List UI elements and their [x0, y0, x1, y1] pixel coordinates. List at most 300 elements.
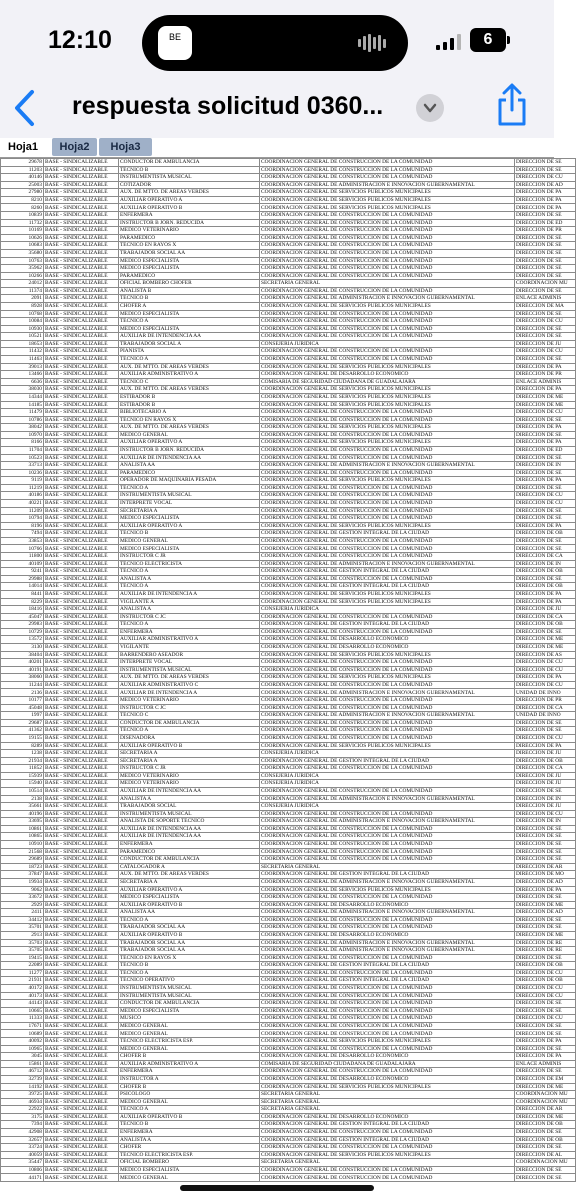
- table-cell[interactable]: BASE - SINDICALIZABLE: [44, 681, 119, 689]
- table-cell[interactable]: COMISARIA DE SEGURIDAD CIUDADANA DE GUADALAJARA: [260, 1060, 515, 1068]
- table-cell[interactable]: BASE - SINDICALIZABLE: [44, 750, 119, 758]
- table-cell[interactable]: 15861: [1, 1060, 44, 1068]
- table-cell[interactable]: DISENADORA: [119, 734, 260, 742]
- table-cell[interactable]: COORDINACION GENERAL DE SERVICIOS PUBLICOS MUNICIPALES: [260, 363, 515, 371]
- table-cell[interactable]: MEDICO VETERINARIO: [119, 227, 260, 235]
- table-cell[interactable]: TRABAJADOR SOCIAL AA: [119, 947, 260, 955]
- table-cell[interactable]: 10084: [1, 318, 44, 326]
- table-cell[interactable]: ENFERMERA: [119, 1129, 260, 1137]
- table-cell[interactable]: DIRECCION DE CA: [515, 765, 576, 773]
- table-cell[interactable]: UNIDAD DE INNO: [515, 689, 576, 697]
- table-cell[interactable]: COORDINACION GENERAL DE CONSTRUCCION DE LA COMUNIDAD: [260, 1068, 515, 1076]
- table-cell[interactable]: 15939: [1, 772, 44, 780]
- table-cell[interactable]: BASE - SINDICALIZABLE: [44, 333, 119, 341]
- table-cell[interactable]: DIRECCION DE SE: [515, 356, 576, 364]
- table-cell[interactable]: BASE - SINDICALIZABLE: [44, 583, 119, 591]
- document-title[interactable]: respuesta solicitud 0360...: [72, 92, 384, 120]
- table-cell[interactable]: COORDINACION GENERAL DE SERVICIOS PUBLICOS MUNICIPALES: [260, 393, 515, 401]
- table-cell[interactable]: 3175: [1, 1113, 44, 1121]
- table-cell[interactable]: COORDINACION GENERAL DE CONSTRUCCION DE LA COMUNIDAD: [260, 537, 515, 545]
- table-cell[interactable]: COMISARIA DE SEGURIDAD CIUDADANA DE GUADALAJARA: [260, 378, 515, 386]
- table-cell[interactable]: MEDICO VETERINARIO: [119, 697, 260, 705]
- table-cell[interactable]: COORDINACION MU: [515, 1098, 576, 1106]
- table-cell[interactable]: COORDINACION GENERAL DE CONSTRUCCION DE LA COMUNIDAD: [260, 681, 515, 689]
- table-cell[interactable]: DIRECCION DE PA: [515, 424, 576, 432]
- table-cell[interactable]: 8260: [1, 204, 44, 212]
- table-cell[interactable]: DIRECCION DE SE: [515, 454, 576, 462]
- table-cell[interactable]: 14014: [1, 583, 44, 591]
- table-cell[interactable]: DIRECCION DE SE: [515, 916, 576, 924]
- table-cell[interactable]: 11479: [1, 409, 44, 417]
- table-cell[interactable]: BASE - SINDICALIZABLE: [44, 651, 119, 659]
- table-cell[interactable]: 6636: [1, 378, 44, 386]
- table-cell[interactable]: 10665: [1, 1007, 44, 1015]
- table-cell[interactable]: TECNICO A: [119, 356, 260, 364]
- table-cell[interactable]: COORDINACION GENERAL DE CONSTRUCCION DE LA COMUNIDAD: [260, 1007, 515, 1015]
- table-cell[interactable]: COORDINACION GENERAL DE SERVICIOS PUBLICOS MUNICIPALES: [260, 386, 515, 394]
- table-cell[interactable]: BASE - SINDICALIZABLE: [44, 886, 119, 894]
- table-cell[interactable]: 10683: [1, 242, 44, 250]
- table-cell[interactable]: 2913: [1, 931, 44, 939]
- table-cell[interactable]: BASE - SINDICALIZABLE: [44, 1015, 119, 1023]
- table-cell[interactable]: 37847: [1, 871, 44, 879]
- table-cell[interactable]: BASE - SINDICALIZABLE: [44, 424, 119, 432]
- table-cell[interactable]: 40092: [1, 1038, 44, 1046]
- table-cell[interactable]: DIRECCION DE IN: [515, 795, 576, 803]
- table-cell[interactable]: BASE - SINDICALIZABLE: [44, 939, 119, 947]
- table-cell[interactable]: DIRECCION DE CU: [515, 348, 576, 356]
- table-cell[interactable]: DIRECCION DE PA: [515, 598, 576, 606]
- table-cell[interactable]: BASE - SINDICALIZABLE: [44, 257, 119, 265]
- table-cell[interactable]: COORDINACION GENERAL DE CONSTRUCCION DE LA COMUNIDAD: [260, 954, 515, 962]
- table-cell[interactable]: VIGILANTE: [119, 644, 260, 652]
- table-cell[interactable]: BASE - SINDICALIZABLE: [44, 916, 119, 924]
- table-cell[interactable]: DIRECCION DE SE: [515, 719, 576, 727]
- table-cell[interactable]: COORDINACION GENERAL DE GESTION INTEGRAL DE LA CIUDAD: [260, 530, 515, 538]
- table-cell[interactable]: 40173: [1, 992, 44, 1000]
- table-cell[interactable]: DIRECCION DE SE: [515, 469, 576, 477]
- table-cell[interactable]: BASE - SINDICALIZABLE: [44, 833, 119, 841]
- table-cell[interactable]: COORDINACION GENERAL DE CONSTRUCCION DE LA COMUNIDAD: [260, 697, 515, 705]
- table-cell[interactable]: COORDINACION GENERAL DE CONSTRUCCION DE LA COMUNIDAD: [260, 704, 515, 712]
- table-cell[interactable]: BASE - SINDICALIZABLE: [44, 1075, 119, 1083]
- table-cell[interactable]: COORDINACION GENERAL DE SERVICIOS PUBLICOS MUNICIPALES: [260, 401, 515, 409]
- table-cell[interactable]: COORDINACION GENERAL DE ADMINISTRACION E INNOVACION GUBERNAMENTAL: [260, 712, 515, 720]
- table-cell[interactable]: DIRECCION DE CU: [515, 409, 576, 417]
- table-cell[interactable]: DIRECCION DE SE: [515, 287, 576, 295]
- table-cell[interactable]: TRABAJADOR SOCIAL: [119, 803, 260, 811]
- table-cell[interactable]: DIRECCION DE AS: [515, 651, 576, 659]
- table-cell[interactable]: 25003: [1, 181, 44, 189]
- table-cell[interactable]: COORDINACION MU: [515, 1091, 576, 1099]
- table-cell[interactable]: 10521: [1, 333, 44, 341]
- table-cell[interactable]: BASE - SINDICALIZABLE: [44, 613, 119, 621]
- table-cell[interactable]: BASE - SINDICALIZABLE: [44, 500, 119, 508]
- table-cell[interactable]: COORDINACION GENERAL DE CONSTRUCCION DE LA COMUNIDAD: [260, 1166, 515, 1174]
- table-cell[interactable]: DIRECCION DE SE: [515, 242, 576, 250]
- table-cell[interactable]: 13466: [1, 371, 44, 379]
- table-cell[interactable]: COORDINACION GENERAL DE SERVICIOS PUBLICOS MUNICIPALES: [260, 302, 515, 310]
- table-cell[interactable]: BASE - SINDICALIZABLE: [44, 704, 119, 712]
- table-cell[interactable]: CONDUCTOR DE AMBULANCIA: [119, 1000, 260, 1008]
- table-cell[interactable]: 38042: [1, 424, 44, 432]
- table-cell[interactable]: DIRECCION DE PA: [515, 477, 576, 485]
- table-cell[interactable]: BASE - SINDICALIZABLE: [44, 242, 119, 250]
- table-cell[interactable]: MEDICO ESPECIALISTA: [119, 265, 260, 273]
- table-cell[interactable]: TECNICO A: [119, 969, 260, 977]
- table-cell[interactable]: MEDICO VETERINARIO: [119, 780, 260, 788]
- table-cell[interactable]: COORDINACION GENERAL DE CONSTRUCCION DE LA COMUNIDAD: [260, 416, 515, 424]
- table-cell[interactable]: DIRECCION DE CU: [515, 969, 576, 977]
- table-cell[interactable]: DIRECCION DE SE: [515, 1068, 576, 1076]
- table-cell[interactable]: 11333: [1, 1015, 44, 1023]
- table-cell[interactable]: MEDICO GENERAL: [119, 1022, 260, 1030]
- table-cell[interactable]: DIRECCION DE JU: [515, 803, 576, 811]
- table-cell[interactable]: 10786: [1, 416, 44, 424]
- table-cell[interactable]: 2929: [1, 901, 44, 909]
- table-cell[interactable]: BASE - SINDICALIZABLE: [44, 416, 119, 424]
- table-cell[interactable]: 33853: [1, 537, 44, 545]
- table-cell[interactable]: COORDINACION GENERAL DE CONSTRUCCION DE LA COMUNIDAD: [260, 310, 515, 318]
- table-cell[interactable]: BASE - SINDICALIZABLE: [44, 1060, 119, 1068]
- table-cell[interactable]: COORDINACION GENERAL DE CONSTRUCCION DE LA COMUNIDAD: [260, 787, 515, 795]
- table-cell[interactable]: 21568: [1, 848, 44, 856]
- table-cell[interactable]: BASE - SINDICALIZABLE: [44, 992, 119, 1000]
- table-cell[interactable]: 22089: [1, 962, 44, 970]
- table-cell[interactable]: DIRECCION DE SE: [515, 1129, 576, 1137]
- table-cell[interactable]: AUXILIAR DE INTENDENCIA AA: [119, 787, 260, 795]
- table-cell[interactable]: BASE - SINDICALIZABLE: [44, 1007, 119, 1015]
- table-cell[interactable]: DIRECCION DE SE: [515, 515, 576, 523]
- table-cell[interactable]: 29988: [1, 575, 44, 583]
- table-cell[interactable]: 8196: [1, 522, 44, 530]
- table-cell[interactable]: COORDINACION GENERAL DE SERVICIOS PUBLICOS MUNICIPALES: [260, 742, 515, 750]
- table-cell[interactable]: DIRECCION DE ME: [515, 1113, 576, 1121]
- table-cell[interactable]: DIRECCION DE ED: [515, 219, 576, 227]
- table-cell[interactable]: COORDINACION GENERAL DE CONSTRUCCION DE LA COMUNIDAD: [260, 856, 515, 864]
- table-cell[interactable]: 11277: [1, 969, 44, 977]
- table-cell[interactable]: ESTIBADOR B: [119, 393, 260, 401]
- table-cell[interactable]: PIANISTA: [119, 348, 260, 356]
- table-cell[interactable]: BASE - SINDICALIZABLE: [44, 166, 119, 174]
- table-cell[interactable]: 10763: [1, 257, 44, 265]
- table-cell[interactable]: 11374: [1, 287, 44, 295]
- table-cell[interactable]: 9062: [1, 886, 44, 894]
- table-cell[interactable]: BASE - SINDICALIZABLE: [44, 409, 119, 417]
- table-cell[interactable]: 11852: [1, 765, 44, 773]
- table-cell[interactable]: BASE - SINDICALIZABLE: [44, 363, 119, 371]
- table-cell[interactable]: BASE - SINDICALIZABLE: [44, 810, 119, 818]
- table-cell[interactable]: DIRECCION DE PA: [515, 1038, 576, 1046]
- table-cell[interactable]: MEDICO GENERAL: [119, 1098, 260, 1106]
- table-cell[interactable]: DIRECCION DE PA: [515, 886, 576, 894]
- table-cell[interactable]: 40109: [1, 560, 44, 568]
- table-cell[interactable]: BASE - SINDICALIZABLE: [44, 598, 119, 606]
- table-cell[interactable]: COORDINACION GENERAL DE GESTION INTEGRAL DE LA CIUDAD: [260, 977, 515, 985]
- table-cell[interactable]: MEDICO GENERAL: [119, 1174, 260, 1182]
- table-cell[interactable]: COTIZADOR: [119, 181, 260, 189]
- table-cell[interactable]: TECNICO A: [119, 318, 260, 326]
- table-cell[interactable]: 40172: [1, 985, 44, 993]
- table-cell[interactable]: DIRECCION DE SE: [515, 924, 576, 932]
- table-cell[interactable]: DIRECCION DE CU: [515, 734, 576, 742]
- table-cell[interactable]: COORDINACION GENERAL DE CONSTRUCCION DE LA COMUNIDAD: [260, 894, 515, 902]
- table-cell[interactable]: DIRECCION DE MO: [515, 871, 576, 879]
- table-cell[interactable]: INSTRUMENTISTA MUSICAL: [119, 992, 260, 1000]
- table-cell[interactable]: 10930: [1, 325, 44, 333]
- table-cell[interactable]: PARAMEDICO: [119, 848, 260, 856]
- table-cell[interactable]: BASE - SINDICALIZABLE: [44, 606, 119, 614]
- table-cell[interactable]: BASE - SINDICALIZABLE: [44, 568, 119, 576]
- table-cell[interactable]: BASE - SINDICALIZABLE: [44, 522, 119, 530]
- table-cell[interactable]: CHOFER B: [119, 1083, 260, 1091]
- table-cell[interactable]: DIRECCION DE SE: [515, 1007, 576, 1015]
- table-cell[interactable]: COORDINACION GENERAL DE DESARROLLO ECONOMICO: [260, 644, 515, 652]
- table-cell[interactable]: BASE - SINDICALIZABLE: [44, 378, 119, 386]
- table-cell[interactable]: BASE - SINDICALIZABLE: [44, 462, 119, 470]
- table-cell[interactable]: COORDINACION GENERAL DE CONSTRUCCION DE LA COMUNIDAD: [260, 992, 515, 1000]
- table-cell[interactable]: TECNICO EN RAYOS X: [119, 416, 260, 424]
- table-cell[interactable]: ENLACE ADMINIS: [515, 1060, 576, 1068]
- table-cell[interactable]: DIRECCION DE OB: [515, 530, 576, 538]
- table-cell[interactable]: MEDICO GENERAL: [119, 537, 260, 545]
- table-cell[interactable]: COORDINACION GENERAL DE ADMINISTRACION E INNOVACION GUBERNAMENTAL: [260, 560, 515, 568]
- table-cell[interactable]: COORDINACION GENERAL DE DESARROLLO ECONOMICO: [260, 636, 515, 644]
- table-cell[interactable]: DIRECCION DE ME: [515, 901, 576, 909]
- table-cell[interactable]: 33713: [1, 462, 44, 470]
- table-cell[interactable]: 42908: [1, 1129, 44, 1137]
- table-cell[interactable]: ENFERMERA: [119, 1068, 260, 1076]
- table-cell[interactable]: 10839: [1, 212, 44, 220]
- table-cell[interactable]: MEDICO GENERAL: [119, 1045, 260, 1053]
- table-cell[interactable]: DIRECCION DE IN: [515, 560, 576, 568]
- table-cell[interactable]: AUXILIAR OPERATIVO A: [119, 439, 260, 447]
- table-cell[interactable]: COORDINACION GENERAL DE GESTION INTEGRAL DE LA CIUDAD: [260, 621, 515, 629]
- table-cell[interactable]: AUXILIAR DE INTENDENCIA A: [119, 590, 260, 598]
- table-cell[interactable]: BASE - SINDICALIZABLE: [44, 765, 119, 773]
- table-cell[interactable]: 1997: [1, 712, 44, 720]
- table-cell[interactable]: 8210: [1, 196, 44, 204]
- table-cell[interactable]: BASE - SINDICALIZABLE: [44, 818, 119, 826]
- table-cell[interactable]: DIRECCION DE OB: [515, 977, 576, 985]
- table-cell[interactable]: COORDINACION GENERAL DE CONSTRUCCION DE LA COMUNIDAD: [260, 318, 515, 326]
- table-cell[interactable]: AUXILIAR OPERATIVO B: [119, 901, 260, 909]
- table-cell[interactable]: TECNICO EN RAYOS X: [119, 242, 260, 250]
- table-cell[interactable]: DIRECCION DE RE: [515, 947, 576, 955]
- table-cell[interactable]: 8229: [1, 598, 44, 606]
- table-cell[interactable]: 10729: [1, 628, 44, 636]
- table-cell[interactable]: AUXILIAR DE INTENDENCIA A: [119, 689, 260, 697]
- table-cell[interactable]: DIRECCION DE OB: [515, 1121, 576, 1129]
- table-cell[interactable]: COORDINACION GENERAL DE CONSTRUCCION DE LA COMUNIDAD: [260, 553, 515, 561]
- table-cell[interactable]: DIRECCION DE PR: [515, 697, 576, 705]
- table-cell[interactable]: 38030: [1, 386, 44, 394]
- table-cell[interactable]: TECNICO EN RAYOS X: [119, 954, 260, 962]
- table-cell[interactable]: OPERADOR DE MAQUINARIA PESADA: [119, 477, 260, 485]
- table-cell[interactable]: COORDINACION GENERAL DE SERVICIOS PUBLICOS MUNICIPALES: [260, 651, 515, 659]
- table-cell[interactable]: INSTRUCTOR A: [119, 1075, 260, 1083]
- table-cell[interactable]: 3130: [1, 644, 44, 652]
- table-cell[interactable]: DIRECCION DE CU: [515, 1015, 576, 1023]
- table-cell[interactable]: 10177: [1, 697, 44, 705]
- table-cell[interactable]: DIRECCION DE SE: [515, 159, 576, 167]
- table-cell[interactable]: COORDINACION GENERAL DE CONSTRUCCION DE LA COMUNIDAD: [260, 1045, 515, 1053]
- table-cell[interactable]: BASE - SINDICALIZABLE: [44, 1000, 119, 1008]
- table-cell[interactable]: ENLACE ADMINIS: [515, 295, 576, 303]
- table-cell[interactable]: 29689: [1, 856, 44, 864]
- table-cell[interactable]: DIRECCION DE OB: [515, 583, 576, 591]
- table-cell[interactable]: AUXILIAR OPERATIVO B: [119, 204, 260, 212]
- table-cell[interactable]: COORDINACION GENERAL DE CONSTRUCCION DE LA COMUNIDAD: [260, 333, 515, 341]
- table-cell[interactable]: TECNICO A: [119, 727, 260, 735]
- table-cell[interactable]: SECRETARIA GENERAL: [260, 1091, 515, 1099]
- table-cell[interactable]: COORDINACION GENERAL DE CONSTRUCCION DE LA COMUNIDAD: [260, 492, 515, 500]
- table-cell[interactable]: BASE - SINDICALIZABLE: [44, 962, 119, 970]
- table-cell[interactable]: DIRECCION DE ME: [515, 393, 576, 401]
- table-cell[interactable]: DIRECCION DE CU: [515, 659, 576, 667]
- table-cell[interactable]: DIRECCION DE SE: [515, 1000, 576, 1008]
- table-cell[interactable]: BASE - SINDICALIZABLE: [44, 1045, 119, 1053]
- table-cell[interactable]: BASE - SINDICALIZABLE: [44, 894, 119, 902]
- table-cell[interactable]: AUXILIAR DE INTENDENCIA AA: [119, 833, 260, 841]
- table-cell[interactable]: BASE - SINDICALIZABLE: [44, 371, 119, 379]
- table-cell[interactable]: TRABAJADOR SOCIAL A: [119, 340, 260, 348]
- table-cell[interactable]: BASE - SINDICALIZABLE: [44, 803, 119, 811]
- table-cell[interactable]: TRABAJADOR SOCIAL AA: [119, 249, 260, 257]
- table-cell[interactable]: CONSEJERIA JURIDICA: [260, 340, 515, 348]
- table-cell[interactable]: DIRECCION DE SE: [515, 265, 576, 273]
- table-cell[interactable]: BASE - SINDICALIZABLE: [44, 1098, 119, 1106]
- table-cell[interactable]: DIRECCION DE IN: [515, 818, 576, 826]
- table-cell[interactable]: BASE - SINDICALIZABLE: [44, 727, 119, 735]
- table-cell[interactable]: BASE - SINDICALIZABLE: [44, 636, 119, 644]
- table-cell[interactable]: ANALISTA A: [119, 795, 260, 803]
- table-cell[interactable]: COORDINACION GENERAL DE DESARROLLO ECONOMICO: [260, 371, 515, 379]
- table-cell[interactable]: SECRETARIA GENERAL: [260, 1098, 515, 1106]
- table-cell[interactable]: 10514: [1, 787, 44, 795]
- table-cell[interactable]: TECNICO OPERATIVO: [119, 977, 260, 985]
- table-cell[interactable]: INTERPRETE VOCAL: [119, 500, 260, 508]
- table-cell[interactable]: DIRECCION DE SE: [515, 431, 576, 439]
- table-cell[interactable]: DIRECCION DE SE: [515, 325, 576, 333]
- table-cell[interactable]: INSTRUMENTISTA MUSICAL: [119, 666, 260, 674]
- table-cell[interactable]: DIRECCION DE PA: [515, 439, 576, 447]
- table-cell[interactable]: DIRECCION DE SE: [515, 1045, 576, 1053]
- table-cell[interactable]: DIRECCION DE SE: [515, 628, 576, 636]
- table-cell[interactable]: BASE - SINDICALIZABLE: [44, 530, 119, 538]
- table-cell[interactable]: DIRECCION DE AR: [515, 863, 576, 871]
- table-cell[interactable]: 38404: [1, 651, 44, 659]
- table-cell[interactable]: BASE - SINDICALIZABLE: [44, 780, 119, 788]
- table-cell[interactable]: DIRECCION DE PA: [515, 204, 576, 212]
- table-cell[interactable]: 11704: [1, 446, 44, 454]
- table-cell[interactable]: 2091: [1, 295, 44, 303]
- table-cell[interactable]: DIRECCION DE ME: [515, 644, 576, 652]
- table-cell[interactable]: DIRECCION DE PA: [515, 189, 576, 197]
- table-cell[interactable]: DIRECCION DE JU: [515, 340, 576, 348]
- table-cell[interactable]: DIRECCION DE AD: [515, 878, 576, 886]
- table-cell[interactable]: BASE - SINDICALIZABLE: [44, 825, 119, 833]
- table-cell[interactable]: DIRECCION DE PA: [515, 590, 576, 598]
- table-cell[interactable]: BASE - SINDICALIZABLE: [44, 174, 119, 182]
- table-cell[interactable]: 19934: [1, 878, 44, 886]
- table-cell[interactable]: COORDINACION GENERAL DE ADMINISTRACION E INNOVACION GUBERNAMENTAL: [260, 462, 515, 470]
- table-cell[interactable]: COORDINACION GENERAL DE DESARROLLO ECONOMICO: [260, 1053, 515, 1061]
- table-cell[interactable]: COORDINACION GENERAL DE ADMINISTRACION E INNOVACION GUBERNAMENTAL: [260, 909, 515, 917]
- table-cell[interactable]: TECNICO A: [119, 583, 260, 591]
- table-cell[interactable]: 45048: [1, 704, 44, 712]
- table-cell[interactable]: AUX. DE MTTO. DE AREAS VERDES: [119, 871, 260, 879]
- table-cell[interactable]: COORDINACION GENERAL DE SERVICIOS PUBLICOS MUNICIPALES: [260, 522, 515, 530]
- table-cell[interactable]: COORDINACION GENERAL DE SERVICIOS PUBLICOS MUNICIPALES: [260, 1083, 515, 1091]
- table-cell[interactable]: TRABAJADOR SOCIAL AA: [119, 924, 260, 932]
- table-cell[interactable]: 29678: [1, 159, 44, 167]
- table-cell[interactable]: BASE - SINDICALIZABLE: [44, 1091, 119, 1099]
- table-cell[interactable]: 11219: [1, 484, 44, 492]
- table-cell[interactable]: DIRECCION DE SE: [515, 1030, 576, 1038]
- table-cell[interactable]: COORDINACION GENERAL DE DESARROLLO ECONOMICO: [260, 931, 515, 939]
- table-cell[interactable]: BASE - SINDICALIZABLE: [44, 1121, 119, 1129]
- table-cell[interactable]: 10806: [1, 1166, 44, 1174]
- table-cell[interactable]: MEDICO ESPECIALISTA: [119, 310, 260, 318]
- table-cell[interactable]: DIRECCION DE CU: [515, 500, 576, 508]
- table-cell[interactable]: 40221: [1, 500, 44, 508]
- table-cell[interactable]: BASE - SINDICALIZABLE: [44, 507, 119, 515]
- table-cell[interactable]: BASE - SINDICALIZABLE: [44, 1106, 119, 1114]
- table-cell[interactable]: 10861: [1, 825, 44, 833]
- table-cell[interactable]: COORDINACION GENERAL DE CONSTRUCCION DE LA COMUNIDAD: [260, 1144, 515, 1152]
- table-cell[interactable]: 9119: [1, 477, 44, 485]
- table-cell[interactable]: MEDICO ESPECIALISTA: [119, 545, 260, 553]
- table-cell[interactable]: PARAMEDICO: [119, 234, 260, 242]
- table-cell[interactable]: DIRECCION DE JU: [515, 606, 576, 614]
- table-cell[interactable]: COORDINACION GENERAL DE SERVICIOS PUBLICOS MUNICIPALES: [260, 886, 515, 894]
- table-cell[interactable]: BASE - SINDICALIZABLE: [44, 909, 119, 917]
- table-cell[interactable]: DIRECCION DE OB: [515, 568, 576, 576]
- table-cell[interactable]: ENFERMERA: [119, 841, 260, 849]
- table-cell[interactable]: 8289: [1, 742, 44, 750]
- table-cell[interactable]: COORDINACION GENERAL DE CONSTRUCCION DE LA COMUNIDAD: [260, 257, 515, 265]
- table-cell[interactable]: DIRECCION DE SE: [515, 848, 576, 856]
- table-cell[interactable]: COORDINACION GENERAL DE CONSTRUCCION DE LA COMUNIDAD: [260, 348, 515, 356]
- table-cell[interactable]: COORDINACION GENERAL DE CONSTRUCCION DE LA COMUNIDAD: [260, 356, 515, 364]
- table-cell[interactable]: COORDINACION GENERAL DE CONSTRUCCION DE LA COMUNIDAD: [260, 666, 515, 674]
- table-cell[interactable]: AUX. DE MTTO. DE AREAS VERDES: [119, 363, 260, 371]
- table-cell[interactable]: BASE - SINDICALIZABLE: [44, 310, 119, 318]
- table-cell[interactable]: COORDINACION GENERAL DE CONSTRUCCION DE LA COMUNIDAD: [260, 1174, 515, 1182]
- table-cell[interactable]: AUXILIAR ADMINISTRATIVO A: [119, 371, 260, 379]
- table-cell[interactable]: CHOFER: [119, 1144, 260, 1152]
- table-cell[interactable]: BASE - SINDICALIZABLE: [44, 492, 119, 500]
- table-cell[interactable]: COORDINACION GENERAL DE CONSTRUCCION DE LA COMUNIDAD: [260, 1030, 515, 1038]
- table-cell[interactable]: COORDINACION GENERAL DE CONSTRUCCION DE LA COMUNIDAD: [260, 545, 515, 553]
- table-cell[interactable]: BASE - SINDICALIZABLE: [44, 249, 119, 257]
- table-cell[interactable]: 32657: [1, 1136, 44, 1144]
- table-cell[interactable]: BARRENDERO ASEADOR: [119, 651, 260, 659]
- table-cell[interactable]: DIRECCION DE OB: [515, 962, 576, 970]
- table-cell[interactable]: DIRECCION DE PR: [515, 371, 576, 379]
- table-cell[interactable]: BASE - SINDICALIZABLE: [44, 841, 119, 849]
- table-cell[interactable]: 1238: [1, 750, 44, 758]
- table-cell[interactable]: BASE - SINDICALIZABLE: [44, 234, 119, 242]
- table-cell[interactable]: DIRECCION DE SE: [515, 841, 576, 849]
- table-cell[interactable]: BASE - SINDICALIZABLE: [44, 674, 119, 682]
- table-cell[interactable]: COORDINACION GENERAL DE CONSTRUCCION DE LA COMUNIDAD: [260, 1015, 515, 1023]
- table-cell[interactable]: MEDICO GENERAL: [119, 1030, 260, 1038]
- table-cell[interactable]: COORDINACION GENERAL DE SERVICIOS PUBLICOS MUNICIPALES: [260, 1038, 515, 1046]
- table-cell[interactable]: DIRECCION DE AR: [515, 1106, 576, 1114]
- table-cell[interactable]: COORDINACION GENERAL DE CONSTRUCCION DE LA COMUNIDAD: [260, 507, 515, 515]
